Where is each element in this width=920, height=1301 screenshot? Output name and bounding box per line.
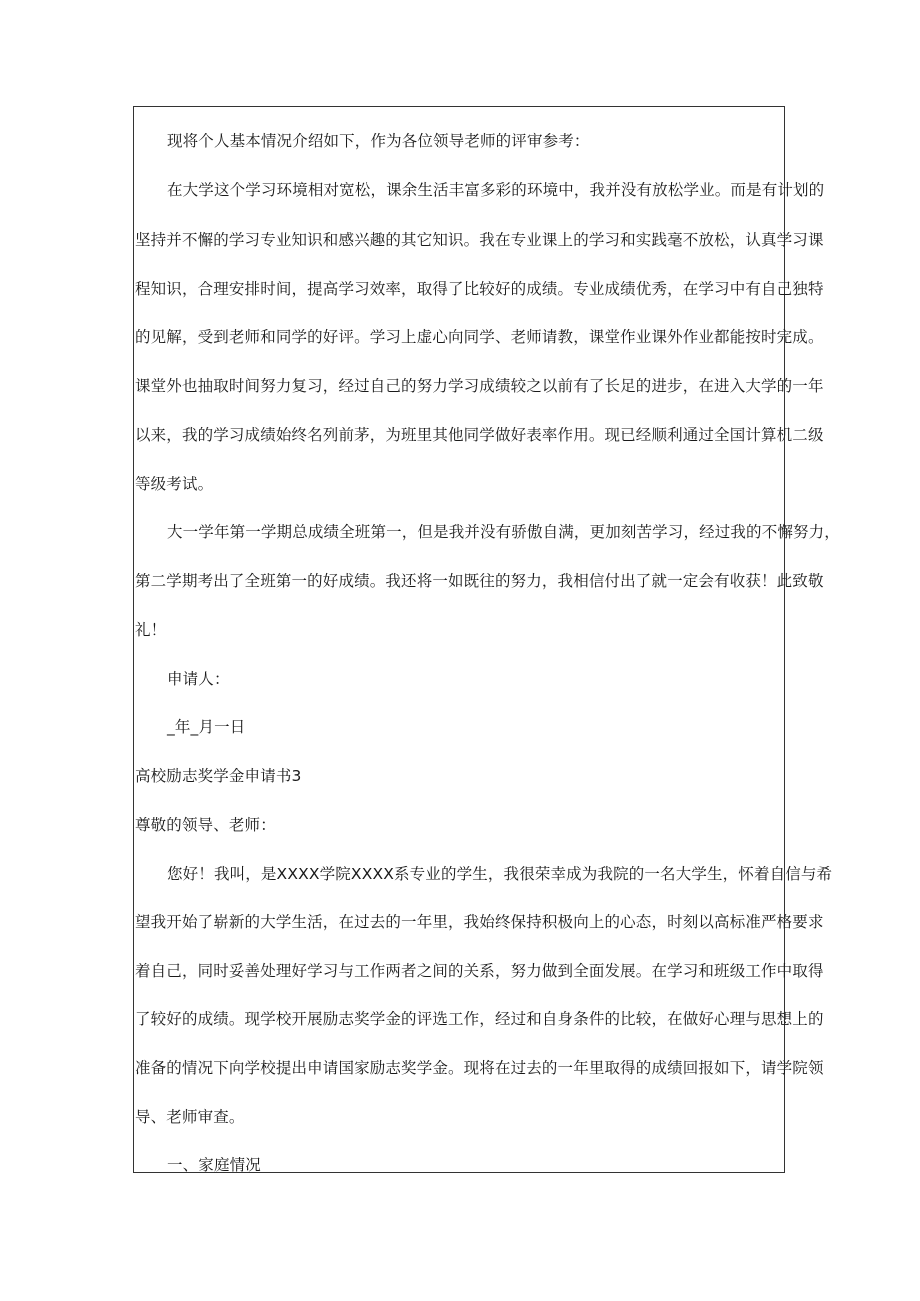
paragraph-1-line: 以来，我的学习成绩始终名列前茅，为班里其他同学做好表率作用。现已经顺利通过全国计算机二级 bbox=[135, 426, 824, 444]
paragraph-2-line: 大一学年第一学期总成绩全班第一，但是我并没有骄傲自满，更加刻苦学习，经过我的不懈努力， bbox=[167, 523, 840, 541]
paragraph-1-line: 等级考试。 bbox=[135, 475, 214, 493]
paragraph-1-line: 程知识，合理安排时间，提高学习效率，取得了比较好的成绩。专业成绩优秀，在学习中有自己独特 bbox=[135, 280, 824, 298]
paragraph-3-line: 您好！我叫，是XXXX学院XXXX系专业的学生，我很荣幸成为我院的一名大学生，怀着自信与希 bbox=[167, 865, 833, 883]
paragraph-3-line: 望我开始了崭新的大学生活，在过去的一年里，我始终保持积极向上的心态，时刻以高标准严格要求 bbox=[135, 913, 824, 931]
section-title: 高校励志奖学金申请书3 bbox=[135, 767, 302, 785]
salutation: 尊敬的领导、老师： bbox=[135, 816, 276, 834]
paragraph-3-line: 着自己，同时妥善处理好学习与工作两者之间的关系，努力做到全面发展。在学习和班级工作中取得 bbox=[135, 962, 824, 980]
paragraph-3-line: 导、老师审查。 bbox=[135, 1108, 245, 1126]
paragraph-1-line: 在大学这个学习环境相对宽松，课余生活丰富多彩的环境中，我并没有放松学业。而是有计划的 bbox=[167, 181, 825, 199]
paragraph-3-line: 准备的情况下向学校提出申请国家励志奖学金。现将在过去的一年里取得的成绩回报如下，请学院领 bbox=[135, 1059, 824, 1077]
paragraph-2-line: 第二学期考出了全班第一的好成绩。我还将一如既往的努力，我相信付出了就一定会有收获！此致敬 bbox=[135, 572, 824, 590]
paragraph-1-line: 课堂外也抽取时间努力复习，经过自己的努力学习成绩较之以前有了长足的进步，在进入大学的一年 bbox=[135, 377, 824, 395]
section-heading: 一、家庭情况 bbox=[167, 1156, 261, 1174]
date-line: _年_月一日 bbox=[167, 718, 246, 736]
intro-line: 现将个人基本情况介绍如下，作为各位领导老师的评审参考： bbox=[167, 132, 590, 150]
paragraph-1-line: 的见解，受到老师和同学的好评。学习上虚心向同学、老师请教，课堂作业课外作业都能按时完成。 bbox=[135, 328, 824, 346]
paragraph-2-line: 礼！ bbox=[135, 621, 167, 639]
applicant-label: 申请人： bbox=[167, 670, 230, 688]
paragraph-3-line: 了较好的成绩。现学校开展励志奖学金的评选工作，经过和自身条件的比较，在做好心理与思想上的 bbox=[135, 1010, 824, 1028]
paragraph-1-line: 坚持并不懈的学习专业知识和感兴趣的其它知识。我在专业课上的学习和实践毫不放松，认真学习课 bbox=[135, 231, 824, 249]
